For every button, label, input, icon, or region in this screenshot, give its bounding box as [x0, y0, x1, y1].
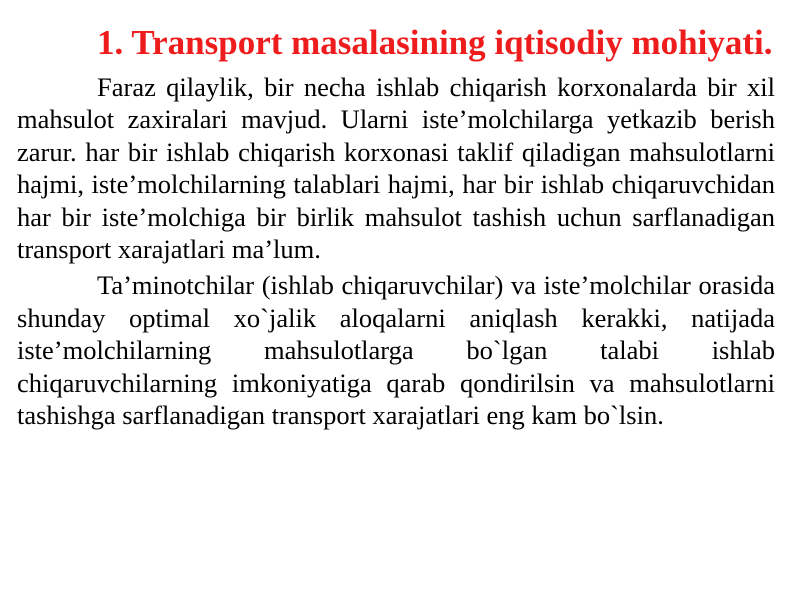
paragraph-objective: Ta’minotchilar (ishlab chiqaruvchilar) va iste’molchilar orasida shunday optimal xo`jalik aloqalarni aniqlash kerakki, natijada iste’molchilarning mahsulotlarga bo`lgan talabi ishlab chiqaruvchilarning imkoniyatiga qarab qondirilsin va mahsulotlarni tashishga sarflanadigan transport xarajatlari eng kam bo`lsin. [17, 270, 775, 431]
section-heading: 1. Transport masalasining iqtisodiy mohiyati. [97, 23, 773, 62]
slide-content [17, 22, 775, 431]
paragraph-problem-statement: Faraz qilaylik, bir necha ishlab chiqarish korxonalarda bir xil mahsulot zaxiralari mavjud. Ularni iste’molchilarga yetkazib berish zarur. har bir ishlab chiqarish korxonasi taklif qiladigan mahsulotlarni hajmi, iste’molchilarning talablari hajmi, har bir ishlab chiqaruvchidan har bir iste’molchiga bir birlik mahsulot tashish uchun sarflanadigan transport xarajatlari ma’lum. [17, 72, 775, 265]
